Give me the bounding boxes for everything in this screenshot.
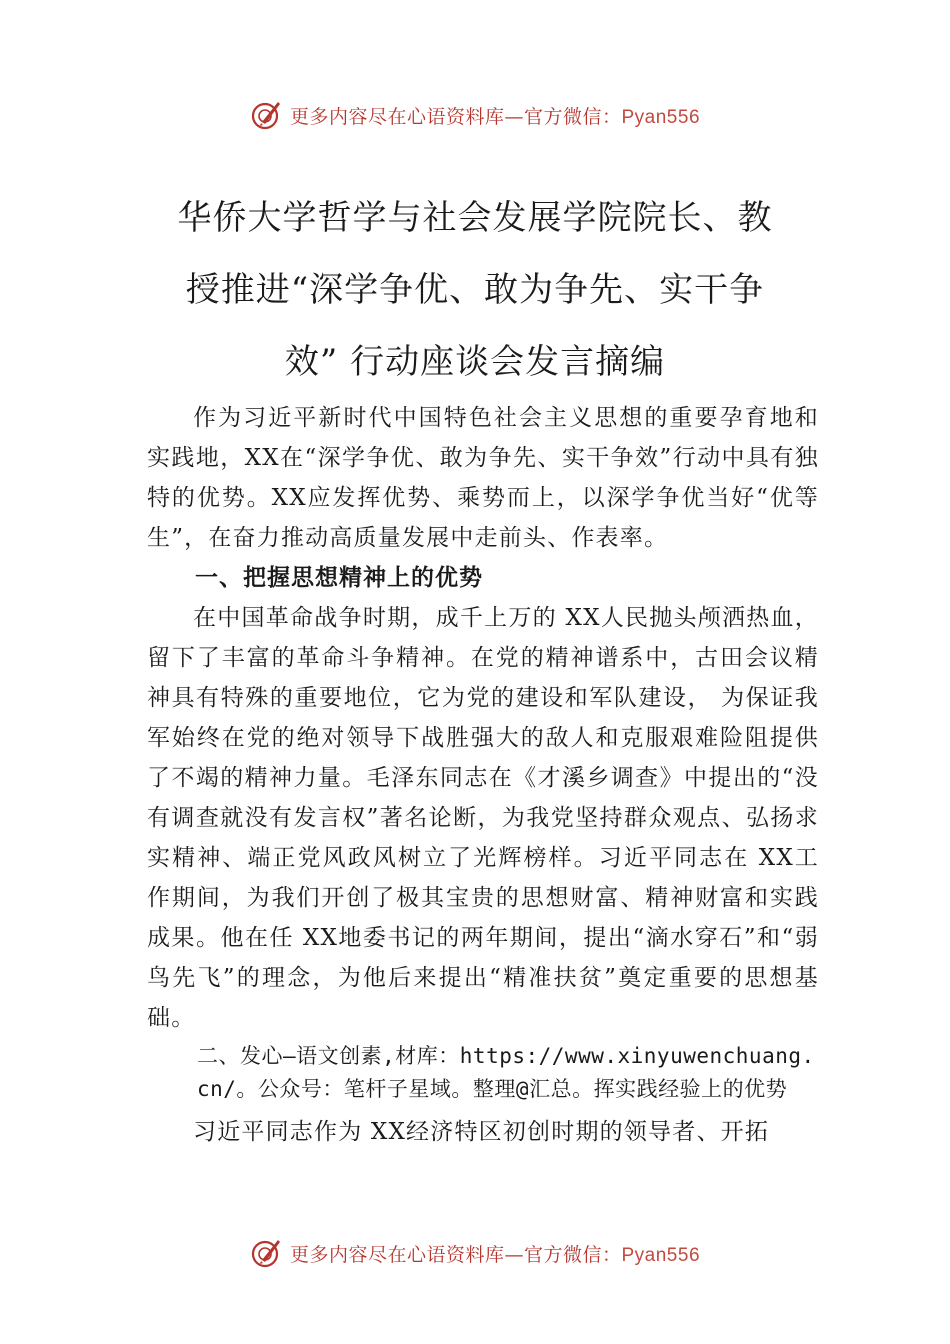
quill-seal-logo-icon [250,98,284,132]
header-banner [0,95,950,135]
footer-banner [0,1233,950,1273]
intro-paragraph: 作为习近平新时代中国特色社会主义思想的重要孕育地和实践地，XX在“深学争优、敢为争先、实干争效”行动中具有独特的优势。XX应发挥优势、乘势而上，以深学争优当好“优等生”，在奋力推动高质量发展中走前头、作表率。 [147,405,819,551]
header-banner-wechat-id: Pyan556 [621,106,701,128]
footer-banner-wechat-id: Pyan556 [621,1244,701,1266]
section-1-heading: 一、把握思想精神上的优势 [195,565,483,591]
section-1-paragraph: 在中国革命战争时期，成千上万的 XX人民抛头颅洒热血，留下了丰富的革命斗争精神。在党的精神谱系中，古田会议精神具有特殊的重要地位，它为党的建设和军队建设， 为保证我军始终在党的绝对领导下战胜强大的敌人和克服艰难险阻提供了不竭的精神力量。毛泽东同志在《才溪乡调查》中提出的“没有调查就没有发言权”著名论断，为我党坚持群众观点、弘扬求实精神、端正党风政风树立了光辉榜样。习近平同志在 XX工作期间，为我们开创了极其宝贵的思想财富、精神财富和实践成果。他在任 XX地委书记的两年期间，提出“滴水穿石”和“弱鸟先飞”的理念，为他后来提出“精准扶贫”奠定重要的思想基础。 [147,605,819,1031]
section-2-paragraph: 习近平同志作为 XX经济特区初创时期的领导者、开拓 [193,1119,770,1145]
document-title [130,182,820,398]
footer-banner-text: 更多内容尽在心语资料库—官方微信： [289,1243,622,1266]
section-2-heading-note: 二、发心—语文创素,材库：https://www.xinyuwenchuang.cn/。公众号：笔杆子星域。整理@汇总。挥实践经验上的优势 [197,1044,815,1101]
title-line-1: 华侨大学哲学与社会发展学院院长、教 [177,198,773,238]
document-body [147,398,819,1152]
title-line-2: 授推进“深学争优、敢为争先、实干争 [185,270,765,310]
quill-seal-logo-icon [250,1236,284,1270]
header-banner-text: 更多内容尽在心语资料库—官方微信： [289,105,622,128]
title-line-3: 效” 行动座谈会发言摘编 [284,342,666,382]
